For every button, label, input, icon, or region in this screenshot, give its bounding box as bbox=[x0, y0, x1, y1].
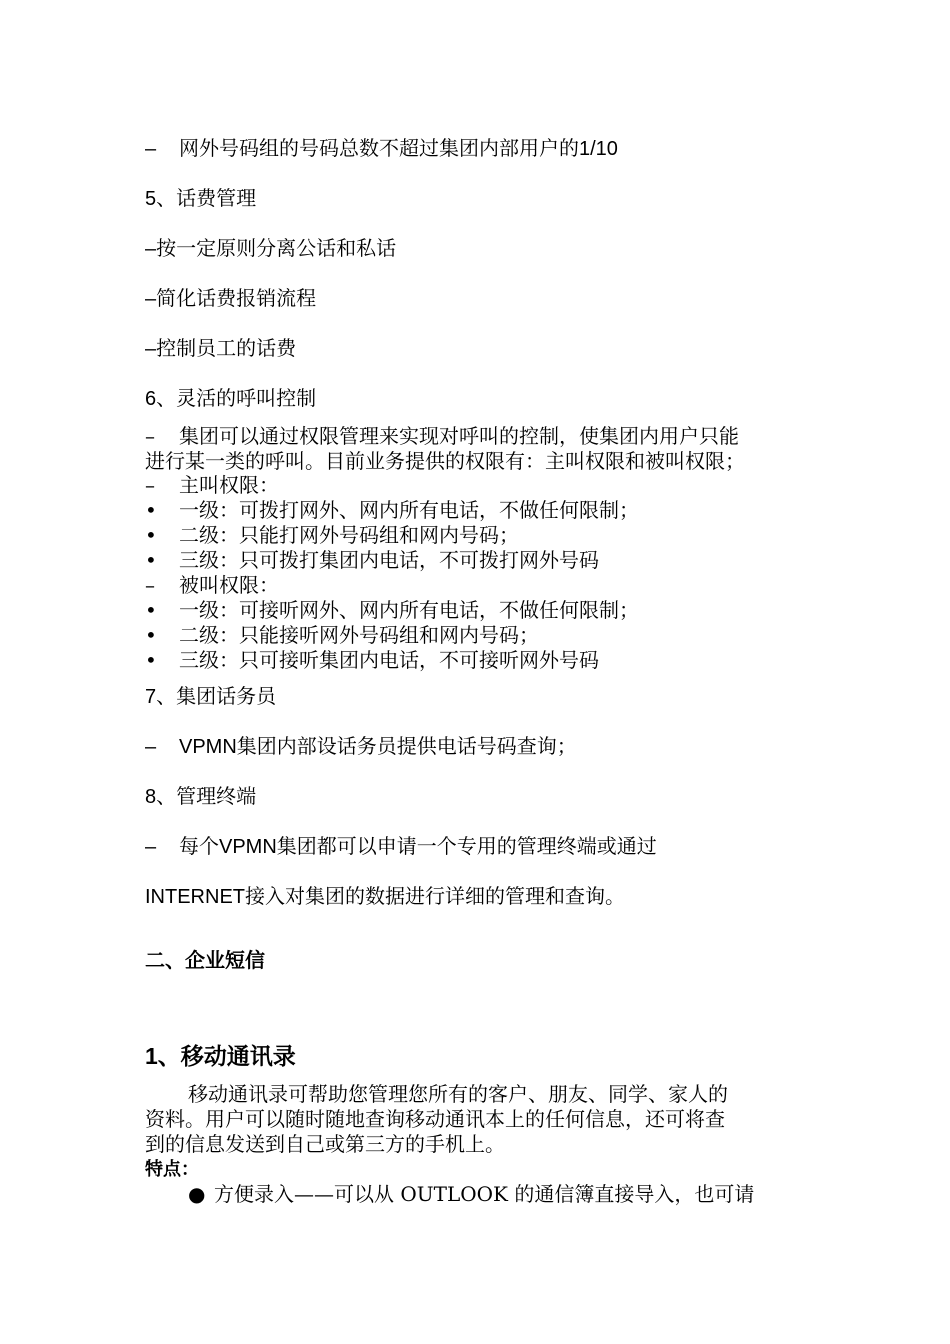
paragraph-line: 进行某一类的呼叫。目前业务提供的权限有：主叫权限和被叫权限； bbox=[145, 449, 745, 473]
list-item-text: 三级：只可拨打集团内电话，不可拨打网外号码 bbox=[179, 548, 599, 572]
paragraph-line: 资料。用户可以随时随地查询移动通讯本上的任何信息，还可将查 bbox=[145, 1107, 725, 1131]
features-label: 特点： bbox=[145, 1159, 199, 1179]
list-item-text: 方便录入——可以从 OUTLOOK 的通信簿直接导入，也可请 bbox=[214, 1182, 755, 1206]
list-item bbox=[145, 735, 577, 759]
list-item bbox=[145, 498, 639, 522]
dash-marker: – bbox=[145, 138, 157, 160]
dash-marker: – bbox=[145, 836, 157, 858]
paragraph-line: 移动通讯录可帮助您管理您所有的客户、朋友、同学、家人的 bbox=[188, 1082, 728, 1106]
list-item: –控制员工的话费 bbox=[145, 338, 297, 360]
bullet-marker: • bbox=[145, 648, 157, 672]
list-item bbox=[145, 473, 279, 497]
section-title: 二、企业短信 bbox=[145, 950, 265, 972]
bullet-marker: • bbox=[145, 598, 157, 622]
list-item bbox=[145, 573, 279, 597]
list-item bbox=[145, 648, 599, 672]
list-item-text: 集团可以通过权限管理来实现对呼叫的控制，使集团内用户只能 bbox=[179, 424, 739, 448]
bullet-marker: • bbox=[145, 548, 157, 572]
section-heading-terminal: 8、管理终端 bbox=[145, 786, 257, 808]
paragraph-line: 到的信息发送到自己或第三方的手机上。 bbox=[145, 1132, 505, 1156]
dash-marker: – bbox=[145, 473, 155, 497]
list-item: –简化话费报销流程 bbox=[145, 288, 317, 310]
list-item-text: 二级：只能打网外号码组和网内号码； bbox=[179, 523, 519, 547]
list-item-text: 三级：只可接听集团内电话，不可接听网外号码 bbox=[179, 648, 599, 672]
subsection-title: 1、移动通讯录 bbox=[145, 1043, 296, 1069]
section-heading-operator: 7、集团话务员 bbox=[145, 686, 277, 708]
bullet-marker: • bbox=[145, 523, 157, 547]
list-item-text: 二级：只能接听网外号码组和网内号码； bbox=[179, 623, 539, 647]
dash-marker: – bbox=[145, 736, 157, 758]
list-item bbox=[145, 424, 739, 448]
bullet-marker: • bbox=[145, 498, 157, 522]
list-item-text: 每个VPMN集团都可以申请一个专用的管理终端或通过 bbox=[179, 836, 657, 858]
list-item-text: 一级：可接听网外、网内所有电话，不做任何限制； bbox=[179, 598, 639, 622]
list-item bbox=[145, 137, 618, 161]
dash-marker: – bbox=[145, 424, 155, 448]
list-item-text: 一级：可拨打网外、网内所有电话，不做任何限制； bbox=[179, 498, 639, 522]
dash-marker: – bbox=[145, 573, 155, 597]
list-item bbox=[145, 523, 519, 547]
paragraph-line: INTERNET接入对集团的数据进行详细的管理和查询。 bbox=[145, 886, 625, 908]
list-item-text: VPMN集团内部设话务员提供电话号码查询； bbox=[179, 736, 577, 758]
list-item: –按一定原则分离公话和私话 bbox=[145, 238, 397, 260]
list-item bbox=[145, 835, 657, 859]
list-item-text: 网外号码组的号码总数不超过集团内部用户的1/10 bbox=[179, 138, 618, 160]
list-item bbox=[145, 598, 639, 622]
list-item bbox=[188, 1182, 754, 1206]
list-item bbox=[145, 623, 539, 647]
section-heading-call-control: 6、灵活的呼叫控制 bbox=[145, 388, 317, 410]
circle-bullet-icon: ● bbox=[188, 1182, 206, 1206]
list-item-text: 被叫权限： bbox=[179, 573, 279, 597]
bullet-marker: • bbox=[145, 623, 157, 647]
list-item bbox=[145, 548, 599, 572]
section-heading-billing: 5、话费管理 bbox=[145, 188, 257, 210]
list-item-text: 主叫权限： bbox=[179, 473, 279, 497]
